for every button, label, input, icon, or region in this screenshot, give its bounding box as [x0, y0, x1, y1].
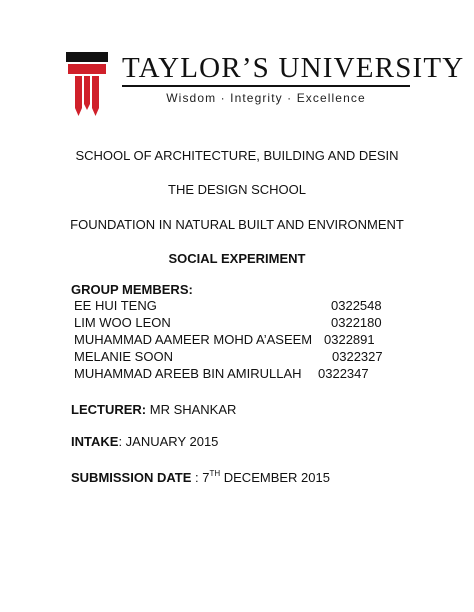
university-tagline: Wisdom · Integrity · Excellence	[166, 91, 366, 105]
member-name: LIM WOO LEON	[74, 315, 171, 330]
programme-name: FOUNDATION IN NATURAL BUILT AND ENVIRONMENT	[70, 217, 404, 232]
submission-date-label: SUBMISSION DATE	[71, 470, 192, 485]
submission-month-year: DECEMBER 2015	[220, 470, 330, 485]
member-row	[0, 298, 474, 315]
lecturer-label: LECTURER	[71, 402, 142, 417]
intake-separator: :	[118, 434, 123, 449]
member-id: 0322327	[332, 349, 383, 364]
submission-separator: :	[191, 470, 203, 485]
member-row	[0, 349, 474, 366]
member-row	[0, 366, 474, 383]
intake-value: JANUARY 2015	[122, 434, 219, 449]
lecturer-separator: :	[141, 402, 147, 417]
university-name: TAYLOR’S UNIVERSITY	[122, 52, 465, 84]
lecturer-line	[71, 402, 236, 417]
design-school-name: THE DESIGN SCHOOL	[168, 182, 306, 197]
member-name: MUHAMMAD AREEB BIN AMIRULLAH	[74, 366, 302, 381]
university-crest-icon	[66, 52, 108, 118]
lecturer-value: MR SHANKAR	[146, 402, 237, 417]
group-members-heading: GROUP MEMBERS:	[71, 282, 193, 297]
member-id: 0322180	[331, 315, 382, 330]
intake-label: INTAKE	[71, 434, 119, 449]
school-name: SCHOOL OF ARCHITECTURE, BUILDING AND DESIN	[75, 148, 399, 163]
member-row	[0, 315, 474, 332]
intake-line	[71, 434, 218, 449]
university-logo	[66, 52, 465, 118]
member-id: 0322347	[318, 366, 369, 381]
member-name: EE HUI TENG	[74, 298, 157, 313]
submission-day-suffix: TH	[209, 469, 221, 478]
member-name: MUHAMMAD AAMEER MOHD A’ASEEM	[74, 332, 313, 347]
member-row	[0, 332, 474, 349]
submission-day: 7	[202, 470, 210, 485]
member-id: 0322891	[324, 332, 375, 347]
member-name: MELANIE SOON	[74, 349, 173, 364]
logo-divider	[122, 85, 410, 87]
member-id: 0322548	[331, 298, 382, 313]
submission-date-line	[71, 469, 330, 485]
project-title: SOCIAL EXPERIMENT	[168, 251, 306, 266]
